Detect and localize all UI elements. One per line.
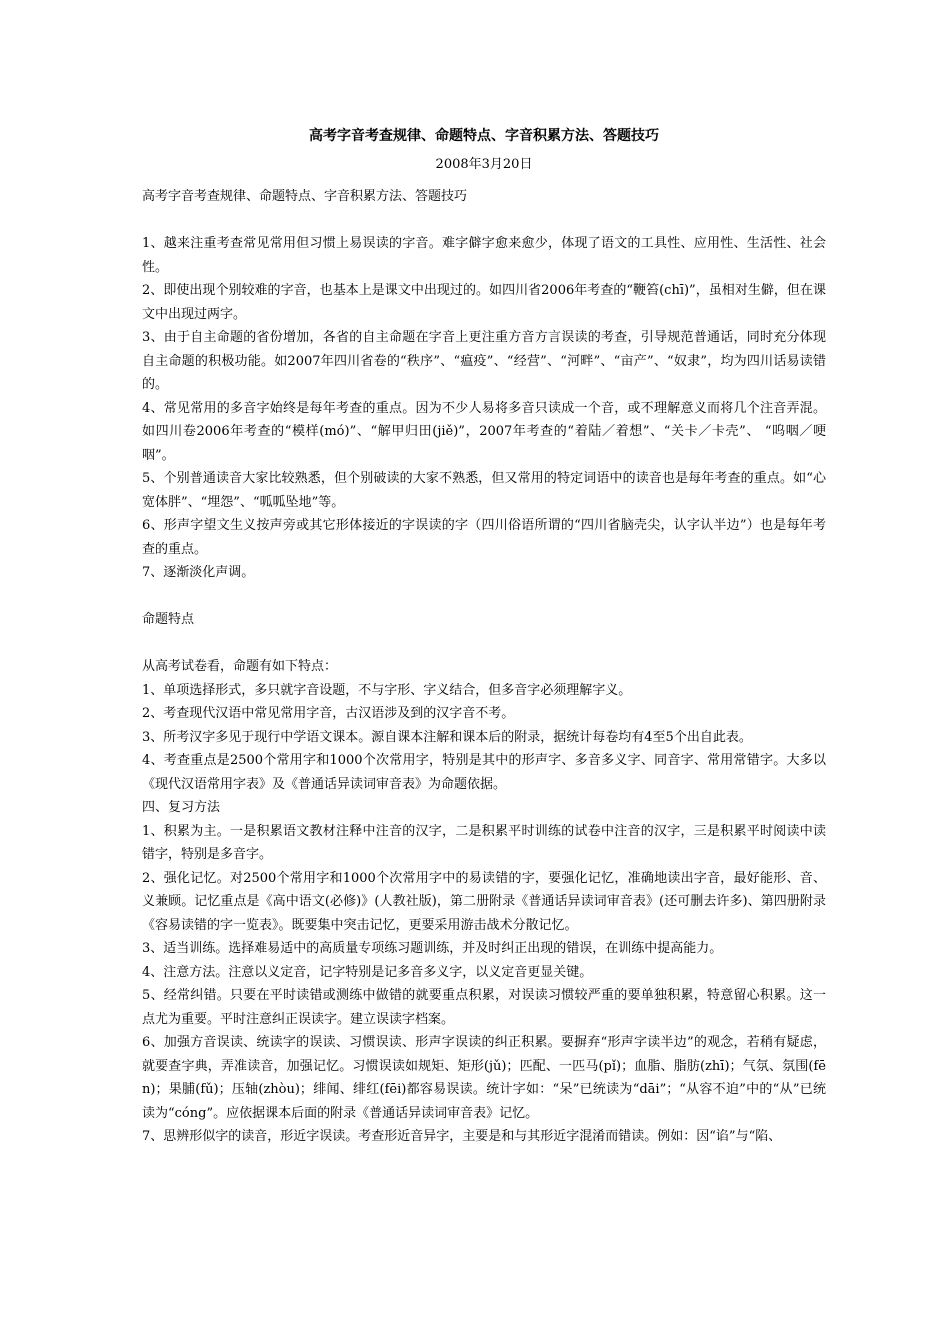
rule-item: 3、由于自主命题的省份增加，各省的自主命题在字音上更注重方音方言误读的考查，引导规范普通话，同时充分体现自主命题的积极功能。如2007年四川省卷的“秩序”、“瘟疫”、“经营”、“河畔”、“亩产”、“奴隶”，均为四川话易读错的。: [142, 330, 826, 392]
method-item: 3、适当训练。选择难易适中的高质量专项练习题训练，并及时纠正出现的错误，在训练中提高能力。: [142, 941, 723, 956]
section-heading-methods: 四、复习方法: [142, 800, 221, 815]
section-heading-features: 命题特点: [142, 612, 195, 627]
method-item: 7、思辨形似字的读音，形近字误读。考查形近音异字，主要是和与其形近字混淆而错读。例如：因“谄”与“陷、: [142, 1129, 782, 1144]
method-item: 2、强化记忆。对2500个常用字和1000个次常用字中的易读错的字，要强化记忆，准确地读出字音，最好能形、音、义兼顾。记忆重点是《高中语文(必修)》(人教社版)，第二册附录《普通话异读词审音表》(还可删去许多)、第四册附录《容易读错的字一览表》。既要集中突击记忆，更要采用游击战术分散记忆。: [142, 870, 826, 933]
rule-item: 6、形声字望文生义按声旁或其它形体接近的字误读的字（四川俗语所谓的“四川省脑壳尖，认字认半边”）也是每年考查的重点。: [142, 518, 826, 557]
method-item: 5、经常纠错。只要在平时读错或测练中做错的就要重点积累，对误读习惯较严重的要单独积累，特意留心积累。这一点尤为重要。平时注意纠正误读字。建立误读字档案。: [142, 988, 826, 1027]
rule-item: 5、个别普通读音大家比较熟悉，但个别破读的大家不熟悉，但又常用的特定词语中的读音也是每年考查的重点。如“心宽体胖”、“埋怨”、“呱呱坠地”等。: [142, 471, 826, 510]
method-item: 6、加强方音误读、统读字的误读、习惯误读、形声字误读的纠正积累。要摒弃“形声字读半边”的观念，若稍有疑虑，就要查字典，弄准读音，加强记忆。习惯误读如规矩、矩形(jǔ)；匹配、一匹马(pǐ)；血脂、脂肪(zhī)；气氛、氛围(fēn)；果脯(fǔ)；压轴(zhòu)；绯闻、绯红(fēi)都容易误读。统计字如：“呆”已统读为“dāi”；“从容不迫”中的“从”已统读为“cóng”。应依据课本后面的附录《普通话异读词审音表》记忆。: [142, 1035, 826, 1121]
features-intro: 从高考试卷看，命题有如下特点：: [142, 659, 338, 674]
rule-item: 4、常见常用的多音字始终是每年考查的重点。因为不少人易将多音只读成一个音，或不理解意义而将几个注音弄混。如四川卷2006年考查的“模样(mó)”、“解甲归田(jiě)”，2007年考查的“着陆／着想”、“关卡／卡壳”、 “呜咽／哽咽”。: [142, 400, 827, 463]
blank-line: [142, 209, 826, 233]
rule-item: 1、越来注重考查常见常用但习惯上易误读的字音。难字僻字愈来愈少，体现了语文的工具性、应用性、生活性、社会性。: [142, 236, 826, 275]
document-page: [142, 125, 826, 1149]
rule-item: 2、即使出现个别较难的字音，也基本上是课文中出现过的。如四川省2006年考查的“鞭笞(chī)”，虽相对生僻，但在课文中出现过两字。: [142, 283, 826, 322]
document-title: 高考字音考查规律、命题特点、字音积累方法、答题技巧: [309, 128, 659, 144]
blank-line: [142, 632, 826, 656]
document-subtitle: 高考字音考查规律、命题特点、字音积累方法、答题技巧: [142, 189, 468, 204]
rule-item: 7、逐渐淡化声调。: [142, 565, 255, 580]
document-date: 2008年3月20日: [435, 157, 533, 172]
feature-item: 4、考查重点是2500个常用字和1000个次常用字，特别是其中的形声字、多音多义字、同音字、常用常错字。大多以《现代汉语常用字表》及《普通话异读词审音表》为命题依据。: [142, 753, 826, 792]
feature-item: 1、单项选择形式，多只就字音设题，不与字形、字义结合，但多音字必须理解字义。: [142, 682, 632, 698]
method-item: 4、注意方法。注意以义定音，记字特别是记多音多义字，以义定音更显关键。: [142, 964, 593, 980]
blank-line: [142, 585, 826, 609]
feature-item: 2、考查现代汉语中常见常用字音，古汉语涉及到的汉字音不考。: [142, 706, 515, 721]
method-item: 1、积累为主。一是积累语文教材注释中注音的汉字，二是积累平时训练的试卷中注音的汉字，三是积累平时阅读中读错字，特别是多音字。: [142, 823, 826, 862]
feature-item: 3、所考汉字多见于现行中学语文课本。源自课本注解和课本后的附录，据统计每卷均有4至5个出自此表。: [142, 729, 752, 745]
